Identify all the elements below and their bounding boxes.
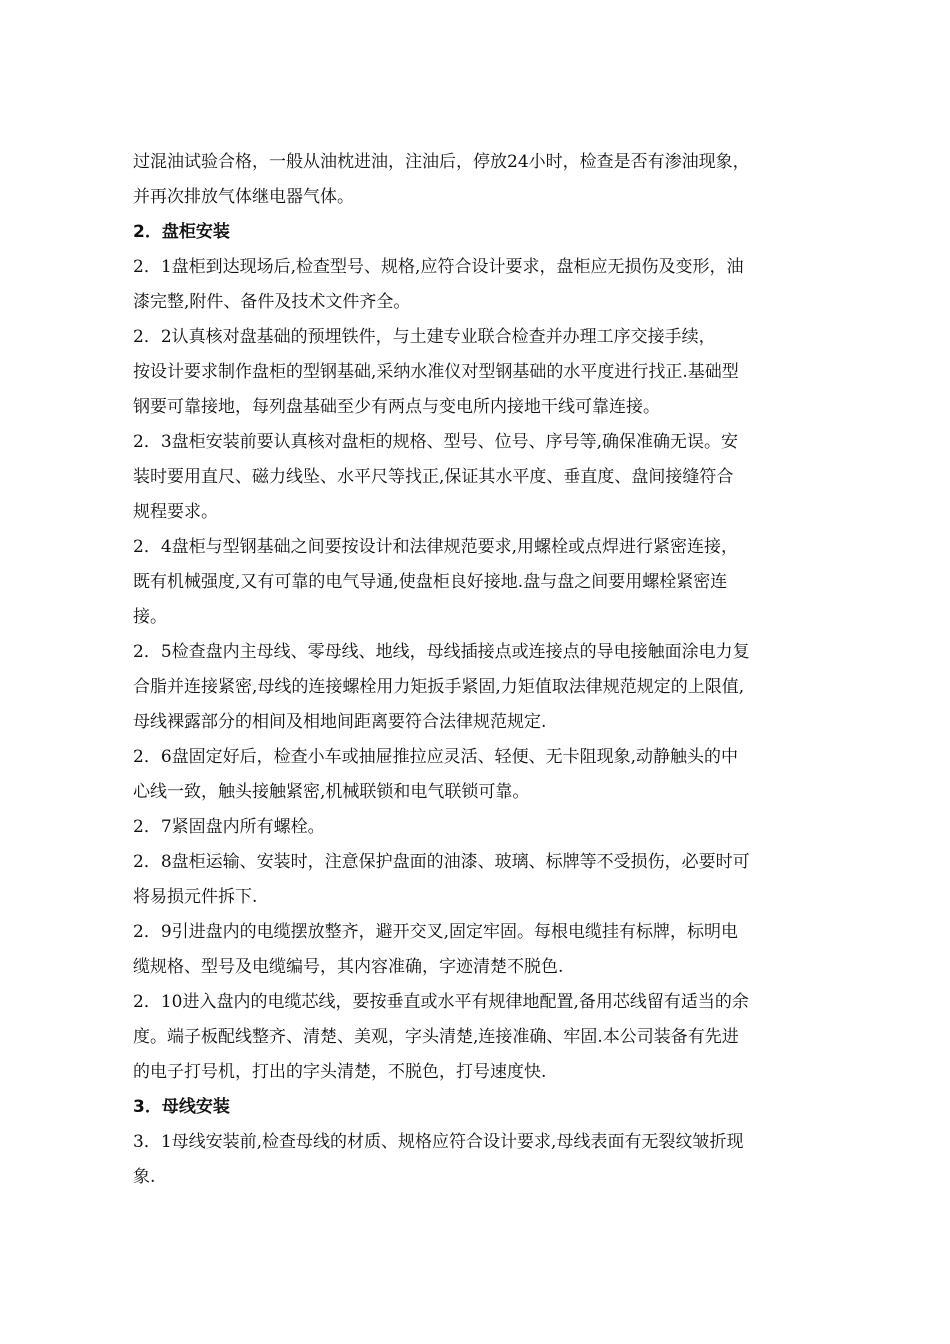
text-line: 漆完整,附件、备件及技术文件齐全。 <box>133 292 411 312</box>
text-line: 按设计要求制作盘柜的型钢基础,采纳水准仪对型钢基础的水平度进行找正.基础型 <box>133 362 739 382</box>
text-line: 2．4盘柜与型钢基础之间要按设计和法律规范要求,用螺栓或点焊进行紧密连接， <box>133 537 739 557</box>
text-line: 的电子打号机，打出的字头清楚，不脱色，打号速度快. <box>133 1062 547 1082</box>
text-line: 2．2认真核对盘基础的预埋铁件，与土建专业联合检查并办理工序交接手续， <box>133 327 716 347</box>
text-line: 缆规格、型号及电缆编号，其内容准确，字迹清楚不脱色. <box>133 957 564 977</box>
text-line: 母线裸露部分的相间及相地间距离要符合法律规范规定. <box>133 712 547 732</box>
text-line: 合脂并连接紧密,母线的连接螺栓用力矩扳手紧固,力矩值取法律规范规定的上限值, <box>133 677 745 697</box>
text-line: 2．3盘柜安装前要认真核对盘柜的规格、型号、位号、序号等,确保准确无误。安 <box>133 432 739 452</box>
text-line: 2．6盘固定好后，检查小车或抽屉推拉应灵活、轻便、无卡阻现象,动静触头的中 <box>133 747 739 767</box>
text-line: 象. <box>133 1167 156 1187</box>
text-line: 度。端子板配线整齐、清楚、美观，字头清楚,连接准确、牢固.本公司装备有先进 <box>133 1027 739 1047</box>
text-line: 2．7紧固盘内所有螺栓。 <box>133 817 325 837</box>
text-line: 2．9引进盘内的电缆摆放整齐，避开交叉,固定牢固。每根电缆挂有标牌，标明电 <box>133 922 739 942</box>
text-line: 2．10进入盘内的电缆芯线，要按垂直或水平有规律地配置,备用芯线留有适当的余 <box>133 992 749 1012</box>
text-line: 既有机械强度,又有可靠的电气导通,使盘柜良好接地.盘与盘之间要用螺栓紧密连 <box>133 572 728 592</box>
text-line: 装时要用直尺、磁力线坠、水平尺等找正,保证其水平度、垂直度、盘间接缝符合 <box>133 467 734 487</box>
section-heading: 2．盘柜安装 <box>133 222 230 242</box>
text-line: 2．1盘柜到达现场后,检查型号、规格,应符合设计要求，盘柜应无损伤及变形，油 <box>133 257 744 277</box>
section-heading: 3．母线安装 <box>133 1097 230 1117</box>
text-line: 过混油试验合格，一般从油枕进油，注油后，停放24小时，检查是否有渗油现象， <box>133 152 750 172</box>
text-line: 3．1母线安装前,检查母线的材质、规格应符合设计要求,母线表面有无裂纹皱折现 <box>133 1132 744 1152</box>
text-line: 2．8盘柜运输、安装时，注意保护盘面的油漆、玻璃、标牌等不受损伤，必要时可 <box>133 852 750 872</box>
text-line: 将易损元件拆下. <box>133 887 258 907</box>
document-page <box>133 145 833 1195</box>
text-line: 接。 <box>133 607 167 627</box>
text-line: 钢要可靠接地，每列盘基础至少有两点与变电所内接地干线可靠连接。 <box>133 397 660 417</box>
text-line: 2．5检查盘内主母线、零母线、地线，母线插接点或连接点的导电接触面涂电力复 <box>133 642 750 662</box>
text-line: 并再次排放气体继电器气体。 <box>133 187 354 207</box>
text-line: 规程要求。 <box>133 502 218 522</box>
text-line: 心线一致，触头接触紧密,机械联锁和电气联锁可靠。 <box>133 782 530 802</box>
